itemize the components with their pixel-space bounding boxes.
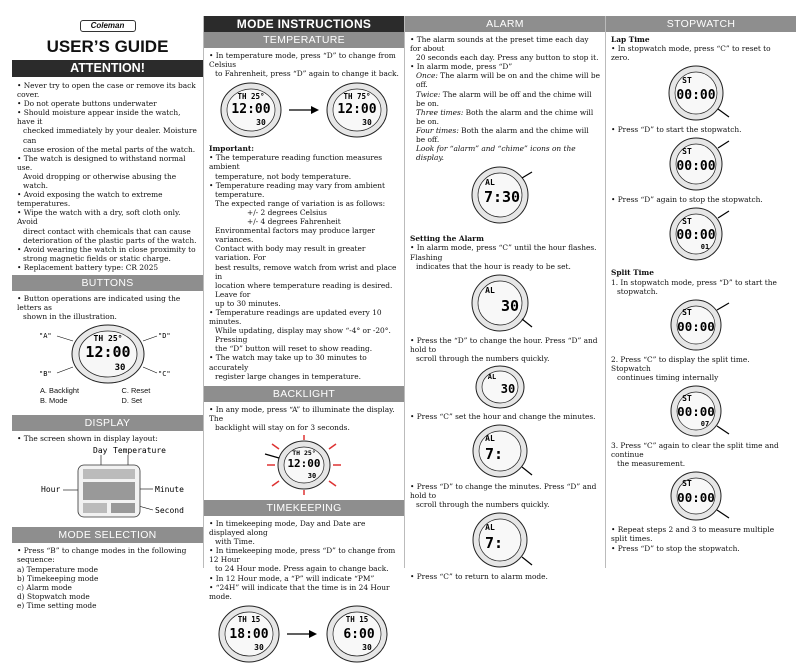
sw-illustration-5 xyxy=(611,384,791,438)
alarm-mode-label: Four times: xyxy=(416,125,459,135)
temp-watches xyxy=(209,80,399,140)
button-legend xyxy=(12,396,203,406)
setting-heading: Setting the Alarm xyxy=(410,234,484,244)
temperature-intro xyxy=(204,48,404,80)
letter-a: "A" xyxy=(38,332,52,341)
alarm2-time: 30 xyxy=(500,296,520,315)
sw-illustration-3 xyxy=(611,206,791,262)
split-line: the measurement. xyxy=(617,459,686,469)
setting-line: scroll through the numbers quickly. xyxy=(416,500,550,510)
temp-f-top: TH 75° xyxy=(343,92,371,102)
mode-line: d) Stopwatch mode xyxy=(17,591,90,601)
timekeeping-line: • In timekeeping mode, press “D” to change from 12 Hour xyxy=(209,546,396,565)
attention-line: deterioration of the plastic parts of the watch. xyxy=(23,235,197,245)
important-line: While updating, display may show “-4° or -20°. Pressing xyxy=(215,326,391,345)
backlight-bottom: 30 xyxy=(307,472,317,480)
attention-heading: ATTENTION! xyxy=(12,60,203,77)
alarm-illustration-2 xyxy=(410,273,600,333)
temp-f-time: 12:00 xyxy=(337,102,377,118)
alarm-line: 20 seconds each day. Press any button to stop it. xyxy=(416,53,599,63)
label-hour: Hour xyxy=(40,485,60,495)
mode-instructions-heading: MODE INSTRUCTIONS xyxy=(204,16,404,32)
time12-time: 6:00 xyxy=(343,626,375,642)
alarm3-top: AL xyxy=(487,372,497,381)
important-line: +/- 4 degrees Fahrenheit xyxy=(247,217,341,227)
mode-line: a) Temperature mode xyxy=(17,564,98,574)
mode-line: c) Alarm mode xyxy=(17,582,72,592)
important-line: temperature. xyxy=(215,189,265,199)
buttons-line: • Button operations are indicated using the letters as xyxy=(17,293,181,313)
alarm-line: • The alarm sounds at the preset time each day for about xyxy=(410,35,589,54)
sw1-time: 00:00 xyxy=(676,88,716,104)
alarm-watch-2 xyxy=(410,273,600,333)
sw-watch-5 xyxy=(611,384,791,438)
alarm5-top: AL xyxy=(485,523,495,533)
important-line: • The watch may take up to 30 minutes to accurately xyxy=(209,353,367,372)
buttons-text xyxy=(12,291,203,323)
time24-top: TH 15 xyxy=(237,614,261,624)
column-stopwatch xyxy=(606,16,796,568)
legend-reset: C. Reset xyxy=(121,386,151,396)
alarm4-time: 7: xyxy=(484,445,504,464)
sw4-top: ST xyxy=(682,307,692,317)
temp-c-time: 12:00 xyxy=(231,102,271,118)
split-line: continues timing internally xyxy=(617,372,719,382)
attention-line: • Replacement battery type: CR 2025 xyxy=(17,262,159,272)
attention-line: checked immediately by your dealer. Moisture can xyxy=(23,126,197,145)
attention-line: • The watch is designed to withstand normal use. xyxy=(17,153,186,172)
setting-line: • Press “D” to change the minutes. Press “D” and hold to xyxy=(410,482,597,501)
sw6-top: ST xyxy=(682,479,692,489)
important-line: The expected range of variation is as follows: xyxy=(215,198,386,208)
attention-line: direct contact with chemicals that can cause xyxy=(23,226,191,236)
mode-selection-list xyxy=(12,543,203,612)
attention-line: cause erosion of the metal parts of the watch. xyxy=(23,144,196,154)
attention-list xyxy=(12,77,203,274)
watch-time-text: 12:00 xyxy=(84,343,131,362)
timekeeping-line: • In timekeeping mode, Day and Date are displayed along xyxy=(209,519,366,538)
temperature-heading: TEMPERATURE xyxy=(204,32,404,48)
backlight-top: TH 25° xyxy=(292,449,316,457)
watch-bottom-text: 30 xyxy=(114,363,125,374)
timekeeping-heading: TIMEKEEPING xyxy=(204,500,404,516)
sw-illustration-4 xyxy=(611,298,791,352)
important-line: up to 30 minutes. xyxy=(215,298,281,308)
temp-line: to Fahrenheit, press “D” again to change it back. xyxy=(215,69,399,79)
alarm1-time: 7:30 xyxy=(483,188,521,207)
important-line: • The temperature reading function measures ambient xyxy=(209,153,383,172)
legend-mode: B. Mode xyxy=(40,396,68,406)
alarm-heading: ALARM xyxy=(405,16,605,32)
alarm-illustration-1 xyxy=(410,164,600,226)
guide-title: USER’S GUIDE xyxy=(46,37,169,56)
split-line: 2. Press “C” to display the split time. Stopwatch xyxy=(611,354,750,373)
split-line: • Press “D” to stop the stopwatch. xyxy=(611,543,740,553)
coleman-logo: Coleman xyxy=(80,20,136,32)
timekeeping-line: to 24 Hour mode. Press again to change back. xyxy=(215,564,389,574)
display-layout-diagram xyxy=(23,445,193,523)
timekeeping-text xyxy=(204,516,404,603)
buttons-illustration xyxy=(23,323,193,385)
sw5-top: ST xyxy=(682,394,692,404)
time24-bottom: 30 xyxy=(254,642,264,652)
mode-line: • Press “B” to change modes in the following sequence: xyxy=(17,546,187,565)
attention-line: • Avoid wearing the watch in close proximity to xyxy=(17,244,196,254)
attention-line: • Wipe the watch with a dry, soft cloth only. Avoid xyxy=(17,208,181,227)
column-mode-instructions xyxy=(204,16,405,652)
attention-line: • Never try to open the case or remove its back cover. xyxy=(17,81,196,100)
column-alarm xyxy=(405,16,606,582)
display-heading: DISPLAY xyxy=(12,415,203,431)
alarm-watch-4 xyxy=(410,423,600,479)
watch-top-text: TH 25° xyxy=(93,334,122,344)
column-guide xyxy=(12,16,204,610)
attention-line: • Should moisture appear inside the watch, have it xyxy=(17,108,181,127)
timekeeping-watches xyxy=(209,603,399,665)
alarm5-time: 7: xyxy=(484,534,504,553)
temperature-illustration xyxy=(209,80,399,140)
important-line: Contact with body may result in greater variation. For xyxy=(215,244,366,263)
alarm-illustration-4 xyxy=(410,423,600,479)
temp-c-top: TH 25° xyxy=(237,92,265,102)
timekeeping-line: with Time. xyxy=(215,537,255,547)
mode-selection-heading: MODE SELECTION xyxy=(12,527,203,543)
sw5-time: 00:00 xyxy=(677,404,715,420)
important-line: +/- 2 degrees Celsius xyxy=(247,207,327,217)
sw6-time: 00:00 xyxy=(677,490,715,506)
sw-watch-6 xyxy=(611,470,791,522)
timekeeping-illustration xyxy=(209,603,399,665)
attention-line: • Avoid exposing the watch to extreme temperatures. xyxy=(17,190,163,209)
backlight-illustration xyxy=(209,434,399,496)
important-line: location where temperature reading is desired. Leave for xyxy=(215,280,393,299)
lap-step-1: • In stopwatch mode, press “C” to reset to zero. xyxy=(611,44,771,63)
attention-line: Avoid dropping or otherwise abusing the watch. xyxy=(23,171,177,191)
setting-line: indicates that the hour is ready to be set. xyxy=(416,261,571,271)
split-step-1 xyxy=(606,278,796,298)
setting-line: • In alarm mode, press “C” until the hour flashes. Flashing xyxy=(410,243,597,262)
lap-step-2: • Press “D” to start the stopwatch. xyxy=(611,125,742,135)
alarm-look-note: Look for “alarm” and “chime” icons on the display. xyxy=(416,144,576,163)
important-line: Environmental factors may produce larger variances. xyxy=(215,226,375,245)
split-line: stopwatch. xyxy=(617,286,658,296)
split-line: 1. In stopwatch mode, press “D” to start the xyxy=(611,277,777,287)
setting-step-5: • Press “C” to return to alarm mode. xyxy=(410,572,548,582)
setting-step-1 xyxy=(405,243,605,272)
alarm-mode-label: Once: xyxy=(416,71,438,81)
setting-step-2 xyxy=(405,333,605,365)
watch-buttons xyxy=(23,323,193,385)
setting-step-4 xyxy=(405,479,605,511)
attention-line: strong magnetic fields or static charge. xyxy=(23,253,171,263)
alarm-mode-label: Twice: xyxy=(416,89,441,99)
alarm-text xyxy=(405,32,605,164)
time24-time: 18:00 xyxy=(229,626,269,642)
split-step-3 xyxy=(606,438,796,470)
important-line: the “D” button will reset to show reading. xyxy=(215,344,373,354)
sw-watch-4 xyxy=(611,298,791,352)
sw-watch-1 xyxy=(611,64,791,122)
mode-line: e) Time setting mode xyxy=(17,600,97,610)
split-step-2 xyxy=(606,352,796,384)
alarm-watch-3 xyxy=(410,365,600,409)
backlight-heading: BACKLIGHT xyxy=(204,386,404,402)
sw-watch-2 xyxy=(611,136,791,192)
sw3-bottom: 01 xyxy=(700,243,710,252)
setting-line: • Press the “D” to change the hour. Press “D” and hold to xyxy=(410,335,598,354)
attention-line: • Do not operate buttons underwater xyxy=(17,99,157,109)
sw3-top: ST xyxy=(682,217,692,227)
lap-heading: Lap Time xyxy=(611,35,650,44)
important-line: • Temperature readings are updated every 10 minutes. xyxy=(209,307,382,327)
alarm2-top: AL xyxy=(485,285,495,295)
legend-backlight: A. Backlight xyxy=(40,386,80,396)
alarm-line: • In alarm mode, press “D” xyxy=(410,62,513,72)
alarm4-top: AL xyxy=(485,434,495,444)
setting-line: scroll through the numbers quickly. xyxy=(416,353,550,363)
label-second: Second xyxy=(154,506,184,516)
stopwatch-heading: STOPWATCH xyxy=(606,16,796,32)
alarm-mode-text: Both the alarm and the chime will be off. xyxy=(416,125,589,145)
backlight-watch xyxy=(209,434,399,496)
alarm-mode-text: Both the alarm and the chime will be on. xyxy=(416,107,594,126)
alarm-mode-text: The alarm will be off and the chime will be on. xyxy=(416,89,592,108)
alarm-mode-text: The alarm will be on and the chime will be off. xyxy=(416,71,600,90)
split-line: 3. Press “C” again to clear the split time and continue xyxy=(611,441,779,460)
backlight-time: 12:00 xyxy=(287,457,321,470)
display-text: • The screen shown in display layout: xyxy=(17,434,158,444)
alarm-mode-label: Three times: xyxy=(416,107,464,117)
important-label: Important: xyxy=(209,144,254,154)
alarm-watch-5 xyxy=(410,511,600,569)
label-minute: Minute xyxy=(154,485,184,495)
temp-c-bottom: 30 xyxy=(256,118,266,128)
sw2-time: 00:00 xyxy=(676,159,716,175)
sw-watch-3 xyxy=(611,206,791,262)
button-legend xyxy=(12,386,203,396)
sw-illustration-2 xyxy=(611,136,791,192)
important-notes xyxy=(204,140,404,382)
alarm3-time: 30 xyxy=(500,381,516,396)
important-line: register large changes in temperature. xyxy=(215,371,361,381)
temp-f-bottom: 30 xyxy=(362,118,372,128)
timekeeping-line: • “24H” will indicate that the time is in 24 Hour mode. xyxy=(209,582,390,601)
important-line: • Temperature reading may vary from ambient xyxy=(209,180,385,190)
backlight-line: backlight will stay on for 3 seconds. xyxy=(215,422,350,432)
lap-step-3: • Press “D” again to stop the stopwatch. xyxy=(611,195,763,205)
time12-bottom: 30 xyxy=(362,642,372,652)
letter-d: "D" xyxy=(157,332,171,341)
split-heading: Split Time xyxy=(611,268,654,278)
backlight-text xyxy=(204,402,404,434)
temp-line: • In temperature mode, press “D” to change from Celsius xyxy=(209,51,396,70)
setting-step-3: • Press “C” set the hour and change the minutes. xyxy=(410,411,596,421)
alarm1-top: AL xyxy=(485,178,495,188)
sw-illustration-6 xyxy=(611,470,791,522)
backlight-line: • In any mode, press “A” to illuminate the display. The xyxy=(209,404,395,423)
letter-c: "C" xyxy=(157,370,171,379)
alarm-watch-1 xyxy=(410,164,600,226)
important-line: best results, remove watch from wrist and place in xyxy=(215,262,397,281)
important-line: temperature, not body temperature. xyxy=(215,171,352,181)
label-day: Day xyxy=(92,446,107,456)
letter-b: "B" xyxy=(38,370,52,379)
sw3-time: 00:00 xyxy=(676,228,716,244)
buttons-heading: BUTTONS xyxy=(12,275,203,291)
time12-top: TH 15 xyxy=(345,614,369,624)
label-temperature: Temperature xyxy=(112,446,166,456)
timekeeping-line: • In 12 Hour mode, a “P” will indicate “PM” xyxy=(209,573,375,583)
split-step-4 xyxy=(606,522,796,554)
sw1-top: ST xyxy=(682,76,692,86)
legend-set: D. Set xyxy=(121,396,143,406)
sw5-bottom: 07 xyxy=(700,420,710,429)
sw4-time: 00:00 xyxy=(677,318,715,334)
sw2-top: ST xyxy=(682,147,692,157)
buttons-line: shown in the illustration. xyxy=(23,312,117,322)
display-illustration xyxy=(23,445,193,523)
split-line: • Repeat steps 2 and 3 to measure multiple split times. xyxy=(611,525,775,544)
sw-illustration-1 xyxy=(611,64,791,122)
mode-line: b) Timekeeping mode xyxy=(17,573,99,583)
alarm-illustration-3 xyxy=(410,365,600,409)
alarm-illustration-5 xyxy=(410,511,600,569)
